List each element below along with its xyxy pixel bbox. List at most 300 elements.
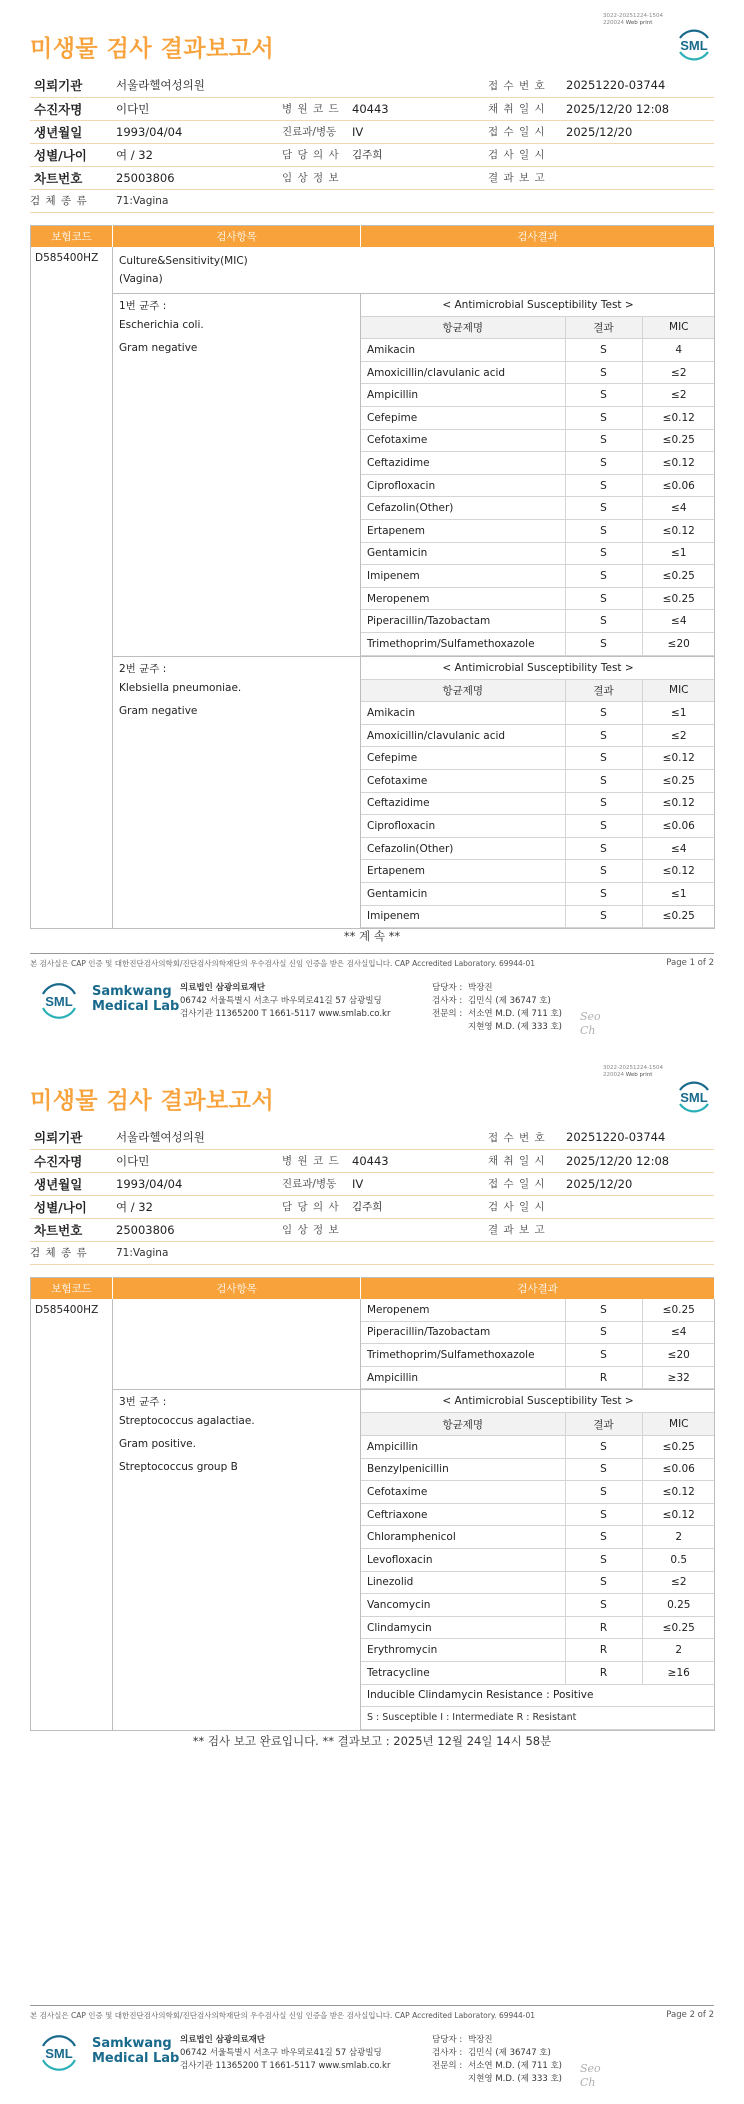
sml-logo-icon: [674, 1076, 714, 1116]
receipt-no-value: 20251220-03744: [562, 1126, 714, 1149]
mic-value: ≤0.12: [642, 860, 715, 883]
drug-name: Cefepime: [361, 406, 565, 429]
staff-name: 박장진: [468, 983, 493, 993]
report-value: [562, 1218, 714, 1241]
logo-text: SML: [680, 1090, 708, 1105]
receipt-no-value: 20251220-03744: [562, 74, 714, 97]
ast-row: [361, 519, 715, 542]
stamp-line: 3022-20251224-1504: [603, 1065, 663, 1071]
susceptibility: S: [565, 1321, 642, 1344]
susceptibility: S: [565, 429, 642, 452]
logo-text: SML: [680, 38, 708, 53]
label: 채 취 일 시: [488, 97, 562, 120]
susceptibility: S: [565, 1344, 642, 1367]
drug-name: Amoxicillin/clavulanic acid: [361, 724, 565, 747]
gram-stain: Gram negative: [119, 341, 198, 354]
mic-value: ≤0.06: [642, 815, 715, 838]
label: 검 사 일 시: [488, 1195, 562, 1218]
col-mic: MIC: [642, 1413, 715, 1436]
sml-logo-icon: [36, 2032, 82, 2072]
susceptibility: S: [565, 882, 642, 905]
staff-name: 서소연 M.D. (제 711 호): [468, 1009, 563, 1019]
address: 06742 서울특별시 서초구 바우뫼로41길 57 삼광빌딩: [180, 2048, 382, 2058]
logo-text: SML: [45, 2046, 73, 2061]
drug-name: Ampicillin: [361, 1436, 565, 1459]
label: 검 체 종 류: [30, 1241, 112, 1264]
drug-name: Ciprofloxacin: [361, 474, 565, 497]
susceptibility: S: [565, 384, 642, 407]
label: 접 수 번 호: [488, 1126, 562, 1149]
ast-title: < Antimicrobial Susceptibility Test >: [361, 294, 715, 317]
label: 결 과 보 고: [488, 1218, 562, 1241]
sml-logo-icon: [674, 24, 714, 64]
chart-value: 25003806: [112, 1218, 282, 1241]
drug-name: Cefepime: [361, 747, 565, 770]
organism-label: 2번 균주 :: [119, 662, 167, 675]
sml-logo-icon: [36, 980, 82, 1020]
col-mic: MIC: [642, 679, 715, 702]
report-page-2: [0, 1052, 744, 2104]
susceptibility: S: [565, 1503, 642, 1526]
ast-row: [361, 474, 715, 497]
susceptibility: S: [565, 361, 642, 384]
staff-role: 담당자 :: [432, 2035, 463, 2045]
ast-row: [361, 339, 715, 362]
drug-name: Clindamycin: [361, 1616, 565, 1639]
staff-name: 지현영 M.D. (제 333 호): [468, 1022, 563, 1032]
empty-item-cell: [113, 1299, 361, 1390]
ast-row: [361, 1526, 715, 1549]
patient-info-table: [30, 74, 714, 213]
culture-site: (Vagina): [119, 272, 163, 285]
col-result: 결과: [565, 679, 642, 702]
label: 병 원 코 드: [282, 1149, 348, 1172]
insurance-code: D585400HZ: [31, 1299, 113, 1731]
dob-value: 1993/04/04: [112, 1172, 282, 1195]
sex-age-value: 여 / 32: [112, 143, 282, 166]
staff-name: 김민식 (제 36747 호): [468, 996, 551, 1006]
ast-row: [361, 815, 715, 838]
clinical-value: [348, 1218, 488, 1241]
ast-row: [361, 406, 715, 429]
ast-title: < Antimicrobial Susceptibility Test >: [361, 657, 715, 680]
susceptibility: S: [565, 497, 642, 520]
mic-value: ≤0.25: [642, 587, 715, 610]
ast-row: [361, 632, 715, 655]
staff-list: [432, 2034, 562, 2086]
drug-name: Meropenem: [361, 587, 565, 610]
col-test-item: 검사항목: [113, 1278, 361, 1299]
organism-1: [113, 293, 361, 656]
ast-table: [361, 1299, 715, 1390]
label: 진료과/병동: [282, 120, 348, 143]
drug-name: Tetracycline: [361, 1662, 565, 1685]
ast-row: [361, 1321, 715, 1344]
report-value: [562, 166, 714, 189]
patient-value: 이다민: [112, 1149, 282, 1172]
susceptibility: S: [565, 565, 642, 588]
mic-value: ≤2: [642, 1571, 715, 1594]
susceptibility: S: [565, 724, 642, 747]
label: 차트번호: [30, 166, 112, 189]
signature: [580, 1010, 601, 1038]
col-drug: 항균제명: [361, 316, 565, 339]
susceptibility: S: [565, 1458, 642, 1481]
page-title: 미생물 검사 결과보고서: [30, 1088, 275, 1114]
ast-row: [361, 1616, 715, 1639]
ast-row: [361, 1436, 715, 1459]
print-stamp: [603, 13, 663, 27]
mic-value: ≤0.25: [642, 1299, 715, 1322]
ast-row: [361, 1299, 715, 1322]
label: 접 수 일 시: [488, 1172, 562, 1195]
label: 접 수 번 호: [488, 74, 562, 97]
mic-value: ≤0.25: [642, 1616, 715, 1639]
patient-info-table: [30, 1126, 714, 1265]
susceptibility: S: [565, 474, 642, 497]
lab-contact: 검사기관 11365200 T 1661-5117 www.smlab.co.kr: [180, 1009, 391, 1019]
test-date-value: [562, 143, 714, 166]
label: 임 상 정 보: [282, 166, 348, 189]
hospital-code-value: 40443: [348, 1149, 488, 1172]
susceptibility: S: [565, 1594, 642, 1617]
drug-name: Amikacin: [361, 339, 565, 362]
mic-value: 2: [642, 1639, 715, 1662]
print-stamp: [603, 1065, 663, 1079]
drug-name: Piperacillin/Tazobactam: [361, 610, 565, 633]
organism-label: 3번 균주 :: [119, 1396, 167, 1409]
gram-stain: Gram negative: [119, 704, 198, 717]
dept-value: IV: [348, 120, 488, 143]
signature-line: Seo: [580, 1010, 601, 1023]
drug-name: Trimethoprim/Sulfamethoxazole: [361, 632, 565, 655]
label: 병 원 코 드: [282, 97, 348, 120]
receipt-date-value: 2025/12/20: [562, 1172, 714, 1195]
drug-name: Erythromycin: [361, 1639, 565, 1662]
institution-value: 서울라헬여성의원: [112, 1126, 488, 1149]
susceptibility: S: [565, 1571, 642, 1594]
mic-value: 0.25: [642, 1594, 715, 1617]
collect-value: 2025/12/20 12:08: [562, 97, 714, 120]
drug-name: Cefazolin(Other): [361, 837, 565, 860]
staff-name: 박장진: [468, 2035, 493, 2045]
mic-value: ≤0.25: [642, 769, 715, 792]
signature-line: Seo: [580, 2062, 601, 2075]
susceptibility: S: [565, 860, 642, 883]
mic-value: ≤0.12: [642, 1481, 715, 1504]
mic-value: ≤0.12: [642, 792, 715, 815]
label: 담 당 의 사: [282, 143, 348, 166]
institution-value: 서울라헬여성의원: [112, 74, 488, 97]
susceptibility: S: [565, 769, 642, 792]
mic-value: ≤1: [642, 882, 715, 905]
ast-table: [361, 657, 715, 929]
col-drug: 항균제명: [361, 1413, 565, 1436]
doctor-value: 김주희: [348, 1195, 488, 1218]
label: 차트번호: [30, 1218, 112, 1241]
mic-value: ≤4: [642, 610, 715, 633]
mic-value: ≤1: [642, 702, 715, 725]
ast-cell-2: [361, 656, 715, 929]
organism-group: Streptococcus group B: [119, 1461, 238, 1474]
ast-row: [361, 702, 715, 725]
stamp-print: Web print: [625, 20, 653, 26]
staff-name: 김민식 (제 36747 호): [468, 2048, 551, 2058]
ast-row: [361, 1571, 715, 1594]
col-result: 결과: [565, 316, 642, 339]
drug-name: Levofloxacin: [361, 1549, 565, 1572]
stamp-line: 220024: [603, 20, 624, 26]
ast-row: [361, 747, 715, 770]
organism-name: Streptococcus agalactiae.: [119, 1415, 255, 1428]
doctor-value: 김주희: [348, 143, 488, 166]
gram-stain: Gram positive.: [119, 1438, 196, 1451]
ast-row: [361, 1458, 715, 1481]
susceptibility: S: [565, 339, 642, 362]
organism-2: [113, 656, 361, 929]
signature-line: Ch: [580, 1024, 596, 1037]
hospital-code-value: 40443: [348, 97, 488, 120]
ast-row: [361, 610, 715, 633]
lab-name: Samkwang: [92, 2036, 172, 2051]
culture-cell: [113, 247, 715, 294]
col-insurance-code: 보험코드: [31, 226, 113, 247]
report-complete-note: ** 검사 보고 완료입니다. ** 결과보고 : 2025년 12월 24일 14시 58분: [192, 1734, 552, 1748]
label: 진료과/병동: [282, 1172, 348, 1195]
logo-text: SML: [45, 994, 73, 1009]
mic-value: ≤0.25: [642, 565, 715, 588]
culture-name: Culture&Sensitivity(MIC): [119, 254, 248, 267]
label: 담 당 의 사: [282, 1195, 348, 1218]
drug-name: Trimethoprim/Sulfamethoxazole: [361, 1344, 565, 1367]
drug-name: Cefazolin(Other): [361, 497, 565, 520]
accreditation-text: 본 검사실은 CAP 인증 및 대한진단검사의학회/진단검사의학재단의 우수검사실 신임 인증을 받은 검사실입니다. CAP Accredited Laboratory. 69944-01: [30, 2011, 536, 2020]
staff-role: 검사자 :: [432, 2048, 463, 2058]
lab-contact: 검사기관 11365200 T 1661-5117 www.smlab.co.kr: [180, 2061, 391, 2071]
ast-row: [361, 792, 715, 815]
ast-row: [361, 724, 715, 747]
ast-row: [361, 384, 715, 407]
lab-address: [180, 2034, 390, 2073]
footer-note: [30, 2005, 714, 2021]
susceptibility: R: [565, 1366, 642, 1389]
mic-value: ≤4: [642, 497, 715, 520]
ast-row: [361, 1481, 715, 1504]
continued-note: ** 계 속 **: [343, 929, 401, 943]
susceptibility: S: [565, 837, 642, 860]
susceptibility: S: [565, 1436, 642, 1459]
susceptibility: R: [565, 1662, 642, 1685]
lab-org: 의료법인 삼광의료재단: [180, 983, 266, 993]
dept-value: IV: [348, 1172, 488, 1195]
organism-label: 1번 균주 :: [119, 299, 167, 312]
label: 검 사 일 시: [488, 143, 562, 166]
insurance-code: D585400HZ: [31, 247, 113, 929]
mic-value: ≤0.25: [642, 905, 715, 928]
ast-row: [361, 882, 715, 905]
mic-value: ≤0.12: [642, 452, 715, 475]
col-drug: 항균제명: [361, 679, 565, 702]
label: 성별/나이: [30, 143, 112, 166]
address: 06742 서울특별시 서초구 바우뫼로41길 57 삼광빌딩: [180, 996, 382, 1006]
ast-cell-3: [361, 1390, 715, 1730]
label: 검 체 종 류: [30, 189, 112, 212]
drug-name: Meropenem: [361, 1299, 565, 1322]
mic-value: ≤1: [642, 542, 715, 565]
organism-3: [113, 1390, 361, 1730]
mic-value: ≤0.25: [642, 1436, 715, 1459]
col-test-result: 검사결과: [361, 226, 715, 247]
label: 접 수 일 시: [488, 120, 562, 143]
susceptibility: S: [565, 747, 642, 770]
ast-row: [361, 860, 715, 883]
drug-name: Ceftazidime: [361, 452, 565, 475]
test-date-value: [562, 1195, 714, 1218]
mic-value: ≥32: [642, 1366, 715, 1389]
ast-row: [361, 1662, 715, 1685]
susceptibility: S: [565, 406, 642, 429]
staff-name: 서소연 M.D. (제 711 호): [468, 2061, 563, 2071]
staff-name: 지현영 M.D. (제 333 호): [468, 2074, 563, 2084]
accreditation-text: 본 검사실은 CAP 인증 및 대한진단검사의학회/진단검사의학재단의 우수검사실 신임 인증을 받은 검사실입니다. CAP Accredited Laboratory. 69944-01: [30, 959, 536, 968]
drug-name: Imipenem: [361, 905, 565, 928]
mic-value: ≤2: [642, 361, 715, 384]
staff-role: 검사자 :: [432, 996, 463, 1006]
drug-name: Cefotaxime: [361, 1481, 565, 1504]
organism-name: Escherichia coli.: [119, 318, 204, 331]
footer-note: [30, 953, 714, 969]
lab-logo: [36, 2032, 180, 2075]
drug-name: Amikacin: [361, 702, 565, 725]
stamp-line: 220024: [603, 1072, 624, 1078]
susceptibility: S: [565, 905, 642, 928]
staff-role: 담당자 :: [432, 983, 463, 993]
result-table: [30, 225, 715, 929]
label: 수진자명: [30, 97, 112, 120]
ast-title: < Antimicrobial Susceptibility Test >: [361, 1390, 715, 1413]
drug-name: Chloramphenicol: [361, 1526, 565, 1549]
ast-row: [361, 497, 715, 520]
drug-name: Gentamicin: [361, 882, 565, 905]
drug-name: Gentamicin: [361, 542, 565, 565]
ast-row: [361, 905, 715, 928]
specimen-value: 71:Vagina: [112, 189, 714, 212]
mic-value: ≤0.12: [642, 519, 715, 542]
mic-value: ≤0.25: [642, 429, 715, 452]
organism-name: Klebsiella pneumoniae.: [119, 681, 242, 694]
stamp-line: 3022-20251224-1504: [603, 13, 663, 19]
lab-logo: [36, 980, 180, 1023]
lab-name: Medical Lab: [92, 999, 180, 1014]
drug-name: Ertapenem: [361, 519, 565, 542]
dob-value: 1993/04/04: [112, 120, 282, 143]
mic-value: ≥16: [642, 1662, 715, 1685]
susceptibility: R: [565, 1616, 642, 1639]
result-legend: S : Susceptible I : Intermediate R : Resistant: [361, 1707, 715, 1730]
susceptibility: S: [565, 702, 642, 725]
ast-row: [361, 1503, 715, 1526]
col-result: 결과: [565, 1413, 642, 1436]
susceptibility: S: [565, 1481, 642, 1504]
mic-value: ≤0.12: [642, 747, 715, 770]
ast-row: [361, 565, 715, 588]
page-number: Page 1 of 2: [666, 958, 714, 968]
mic-value: ≤0.12: [642, 406, 715, 429]
mic-value: ≤20: [642, 1344, 715, 1367]
mic-value: ≤0.06: [642, 474, 715, 497]
susceptibility: S: [565, 1299, 642, 1322]
label: 의뢰기관: [30, 1126, 112, 1149]
ast-row: [361, 429, 715, 452]
mic-value: ≤0.06: [642, 1458, 715, 1481]
col-test-result: 검사결과: [361, 1278, 715, 1299]
lab-name: Medical Lab: [92, 2051, 180, 2066]
clinical-value: [348, 166, 488, 189]
ast-row: [361, 542, 715, 565]
drug-name: Amoxicillin/clavulanic acid: [361, 361, 565, 384]
drug-name: Ceftazidime: [361, 792, 565, 815]
susceptibility: S: [565, 632, 642, 655]
drug-name: Benzylpenicillin: [361, 1458, 565, 1481]
drug-name: Ertapenem: [361, 860, 565, 883]
staff-role: 전문의 :: [432, 1009, 463, 1019]
ast-row: [361, 1549, 715, 1572]
drug-name: Vancomycin: [361, 1594, 565, 1617]
drug-name: Cefotaxime: [361, 769, 565, 792]
mic-value: ≤4: [642, 837, 715, 860]
label: 결 과 보 고: [488, 166, 562, 189]
label: 수진자명: [30, 1149, 112, 1172]
mic-value: ≤0.12: [642, 1503, 715, 1526]
ast-row: [361, 361, 715, 384]
mic-value: ≤2: [642, 384, 715, 407]
mic-value: 4: [642, 339, 715, 362]
ast-row: [361, 1366, 715, 1389]
ast-row: [361, 452, 715, 475]
ast-row: [361, 1344, 715, 1367]
staff-list: [432, 982, 562, 1034]
signature-line: Ch: [580, 2076, 596, 2089]
stamp-print: Web print: [625, 1072, 653, 1078]
mic-value: ≤2: [642, 724, 715, 747]
susceptibility: S: [565, 1526, 642, 1549]
staff-role: 전문의 :: [432, 2061, 463, 2071]
collect-value: 2025/12/20 12:08: [562, 1149, 714, 1172]
label: 의뢰기관: [30, 74, 112, 97]
susceptibility: S: [565, 1549, 642, 1572]
clindamycin-note: Inducible Clindamycin Resistance : Positive: [361, 1684, 715, 1707]
sex-age-value: 여 / 32: [112, 1195, 282, 1218]
ast-table: [361, 1390, 715, 1729]
ast-row: [361, 587, 715, 610]
drug-name: Ciprofloxacin: [361, 815, 565, 838]
susceptibility: S: [565, 815, 642, 838]
ast-row: [361, 1639, 715, 1662]
ast-row: [361, 769, 715, 792]
drug-name: Ampicillin: [361, 384, 565, 407]
ast-cell-continued: [361, 1299, 715, 1390]
drug-name: Ceftriaxone: [361, 1503, 565, 1526]
drug-name: Imipenem: [361, 565, 565, 588]
mic-value: ≤4: [642, 1321, 715, 1344]
patient-value: 이다민: [112, 97, 282, 120]
ast-row: [361, 1594, 715, 1617]
receipt-date-value: 2025/12/20: [562, 120, 714, 143]
susceptibility: S: [565, 792, 642, 815]
ast-row: [361, 837, 715, 860]
mic-value: 0.5: [642, 1549, 715, 1572]
col-insurance-code: 보험코드: [31, 1278, 113, 1299]
